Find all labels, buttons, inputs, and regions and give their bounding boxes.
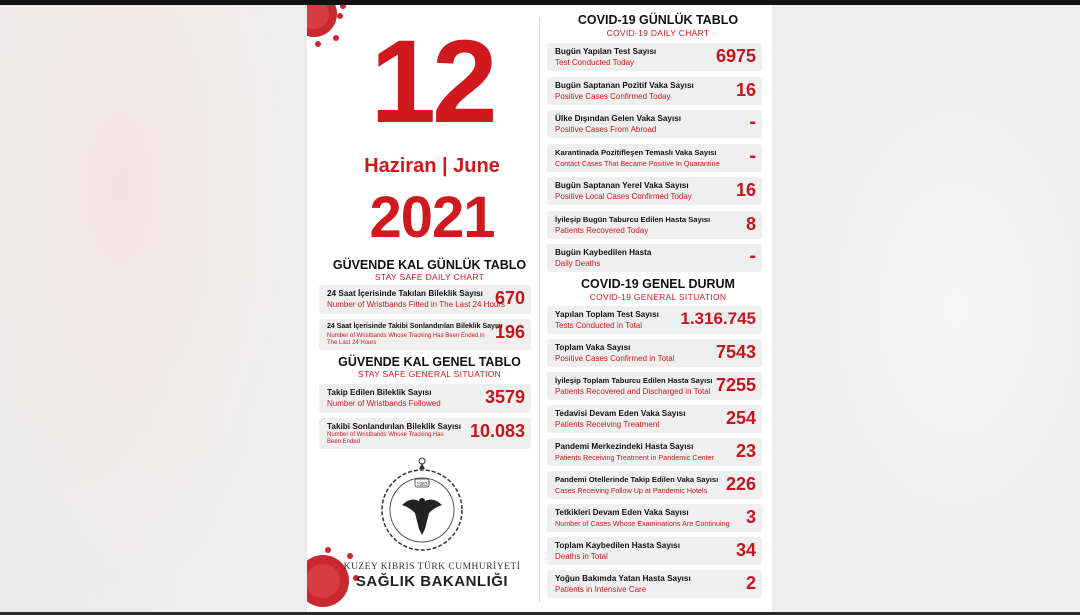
row-value: - [749,111,756,133]
row-value: 3 [745,507,756,527]
row-value: 3579 [484,387,525,407]
stay-safe-daily-row [319,319,531,350]
row-label-en: Patients Recovered Today [555,225,649,235]
table-row [547,110,762,138]
row-value: 254 [725,408,756,428]
stay-safe-daily-row [319,285,531,314]
table-row [547,177,762,205]
row-label-en: Tests Conducted in Total [555,321,643,330]
row-label-en: Number of Wristbands Fitted in The Last 24 Hours [327,300,506,309]
row-value: 16 [735,79,756,100]
row-label-tr: 24 Saat İçerisinde Takılan Bileklik Sayısı [327,289,483,298]
table-row [547,570,762,598]
row-label-en: Deaths in Total [555,552,608,561]
virus-spike [347,553,353,559]
row-label-tr: Pandemi Otellerinde Takip Edilen Vaka Sayısı [555,475,719,484]
table-row [547,504,762,532]
row-label-tr: Toplam Kaybedilen Hasta Sayısı [555,541,680,550]
covid-general-title: COVID-19 GENEL DURUM [581,277,735,291]
table-row [547,438,762,466]
row-label-tr: 24 Saat İçerisinde Takibi Sonlandırılan Bileklik Sayısı [327,323,503,330]
row-label-tr: Tedavisi Devam Eden Vaka Sayısı [555,409,686,418]
stay-safe-general-row [319,384,531,413]
row-label-en: Test Conducted Today [555,58,635,67]
row-label-en: Number of Wristbands Whose Tracking Has Been Ended in The Last 24 Hours [327,333,485,346]
row-label-en: Patients Recovered and Discharged in Total [555,387,711,396]
row-label-en: Positive Cases From Abroad [555,125,657,134]
row-value: 10.083 [469,421,525,441]
row-label-en: Cases Receiving Follow Up at Pandemic Hotels [555,486,708,495]
row-value: 7543 [715,342,756,362]
row-label-en: Positive Local Cases Confirmed Today [555,192,692,201]
row-value: 7255 [715,375,756,395]
row-label-tr: İyileşip Toplam Taburcu Edilen Hasta Sayısı [555,376,713,385]
row-value: 196 [494,322,525,342]
row-label-tr: Bugün Saptanan Yerel Vaka Sayısı [555,181,689,190]
emblem-year: 1983 [416,482,428,488]
row-value: 6975 [715,46,756,66]
row-label-tr: Bugün Yapılan Test Sayısı [555,47,657,56]
virus-icon [307,5,337,37]
row-label-tr: Yapılan Toplam Test Sayısı [555,310,659,319]
row-value: 23 [735,441,756,461]
row-label-tr: Bugün Saptanan Pozitif Vaka Sayısı [555,80,694,90]
row-label-en: Positive Cases Confirmed in Total [555,354,675,363]
row-value: 8 [745,213,756,234]
table-row [547,306,762,334]
stay-safe-general-title: GÜVENDE KAL GENEL TABLO [338,355,521,369]
table-row [547,372,762,400]
stay-safe-general-row [319,418,531,449]
row-label-en: Patients Receiving Treatment in Pandemic Center [555,453,715,462]
table-row [547,144,762,172]
row-label-tr: Bugün Kaybedilen Hasta [555,248,652,257]
row-label-tr: Karantinada Pozitifleşen Temaslı Vaka Sayısı [555,147,717,157]
stay-safe-general-subtitle: STAY SAFE GENERAL SITUATION [357,369,502,379]
row-value: 226 [725,474,756,494]
row-label-en: Number of Wristbands Followed [327,399,441,408]
row-value: 16 [735,180,756,200]
table-row [547,43,762,71]
state-emblem-icon [377,455,467,555]
virus-spike [333,35,339,41]
row-label-tr: Takip Edilen Bileklik Sayısı [327,388,432,397]
ministry-name: SAĞLIK BAKANLIĞI [355,573,509,590]
row-label-tr: Toplam Vaka Sayısı [555,343,631,352]
row-label-tr: Yoğun Bakımda Yatan Hasta Sayısı [555,574,691,583]
table-row [547,405,762,433]
ministry-country: KUZEY KIBRIS TÜRK CUMHURİYETİ [343,562,521,572]
row-label-tr: İyileşip Bugün Taburcu Edilen Hasta Sayısı [555,214,711,224]
row-label-tr: Takibi Sonlandırılan Bileklik Sayısı [327,422,462,431]
blurred-background-right [772,5,1080,612]
column-divider [539,17,540,602]
virus-spike [325,547,331,553]
row-value: 2 [745,573,756,593]
covid-daily-title: COVID-19 GÜNLÜK TABLO [577,13,739,27]
virus-spike [340,5,346,9]
table-row [547,339,762,367]
row-label-en: Contact Cases That Became Positive In Quarantine [555,158,720,168]
table-row [547,211,762,239]
row-label-en: Daily Deaths [555,259,601,268]
row-label-tr: Ülke Dışından Gelen Vaka Sayısı [555,114,682,123]
row-label-tr: Pandemi Merkezindeki Hasta Sayısı [555,442,694,451]
row-value: - [749,245,756,267]
row-label-tr: Tetkikleri Devam Eden Vaka Sayısı [555,508,689,517]
row-label-en: Patients Receiving Treatment [555,420,660,429]
table-row [547,537,762,565]
row-label-en: Number of Wristbands Whose Tracking Has Been Ended [327,432,444,445]
date-month: Haziran | June [364,155,500,177]
covid-general-subtitle: COVID-19 GENERAL SITUATION [589,292,727,302]
stay-safe-daily-subtitle: STAY SAFE DAILY CHART [374,272,485,282]
row-label-en: Patients in Intensive Care [555,585,647,594]
covid-poster [307,5,772,612]
row-value: 34 [735,540,756,560]
virus-spike [337,13,343,19]
virus-spike [315,41,321,47]
row-label-en: Positive Cases Confirmed Today [555,91,671,101]
row-label-en: Number of Cases Whose Examinations Are Continuing [555,519,730,528]
covid-daily-subtitle: COVID-19 DAILY CHART [606,28,710,38]
row-value: 670 [494,288,525,308]
row-value: - [749,144,756,167]
row-value: 1.316.745 [680,309,756,328]
table-row [547,471,762,499]
table-row [547,77,762,105]
date-year: 2021 [369,185,495,250]
table-row [547,244,762,272]
date-day: 12 [370,16,494,148]
blurred-background-left [0,5,307,612]
stay-safe-daily-title: GÜVENDE KAL GÜNLÜK TABLO [332,258,527,272]
